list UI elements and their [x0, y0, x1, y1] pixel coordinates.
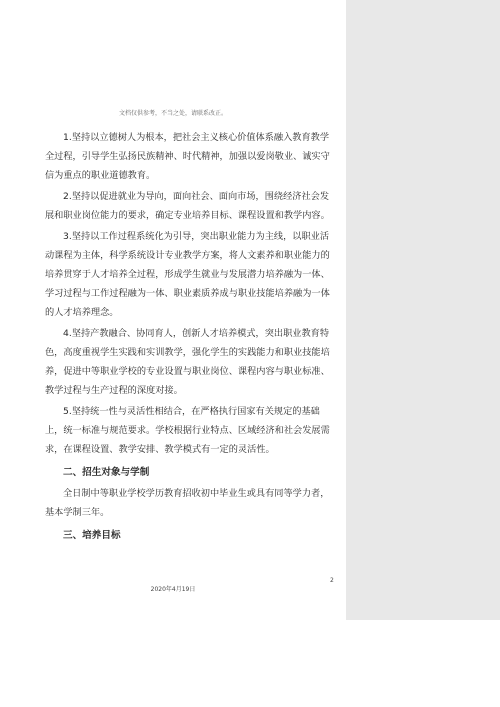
- bottom-area: [0, 620, 500, 707]
- section-heading-enrollment: 二、招生对象与学制: [63, 467, 150, 478]
- footer-date: 2020年4月19日: [150, 586, 196, 593]
- comment-pane: [346, 0, 500, 620]
- paragraph-1: 1.坚持以立德树人为根本，把社会主义核心价值体系融入教育教学全过程，引导学生弘扬民族精神、时代精神，加强以爱岗敬业、诚实守信为重点的职业道德教育。: [45, 132, 330, 181]
- paragraph-4: 4.坚持产教融合、协同育人，创新人才培养模式，突出职业教育特色，高度重视学生实践和实训教学，强化学生的实践能力和职业技能培养，促进中等职业学校的专业设置与职业岗位、课程内容与职业标准、教学过程与生产过程的深度对接。: [45, 328, 330, 396]
- paragraph-3: 3.坚持以工作过程系统化为引导，突出职业能力为主线，以职业活动课程为主体，科学系统设计专业教学方案，将人文素养和职业能力的培养贯穿于人才培养全过程，形成学生就业与发展潜力培养融为一体、学习过程与工作过程融为一体、职业素质养成与职业技能培养融为一体的人才培养理念。: [45, 231, 330, 318]
- header-note: 文档仅供参考，不当之处，请联系改正。: [118, 110, 227, 117]
- paragraph-enrollment: 全日制中等职业学校学历教育招收初中毕业生或具有同等学力者，基本学制三年。: [45, 488, 330, 518]
- page-number: 2: [330, 577, 334, 584]
- paragraph-5: 5.坚持统一性与灵活性相结合，在严格执行国家有关规定的基础上，统一标准与规范要求。学校根据行业特点、区域经济和社会发展需求，在课程设置、教学安排、教学模式有一定的灵活性。: [45, 406, 330, 455]
- section-heading-goals: 三、培养目标: [63, 530, 121, 541]
- paragraph-2: 2.坚持以促进就业为导向，面向社会、面向市场，围绕经济社会发展和职业岗位能力的要求，确定专业培养目标、课程设置和教学内容。: [45, 191, 330, 221]
- document-body: [45, 128, 335, 545]
